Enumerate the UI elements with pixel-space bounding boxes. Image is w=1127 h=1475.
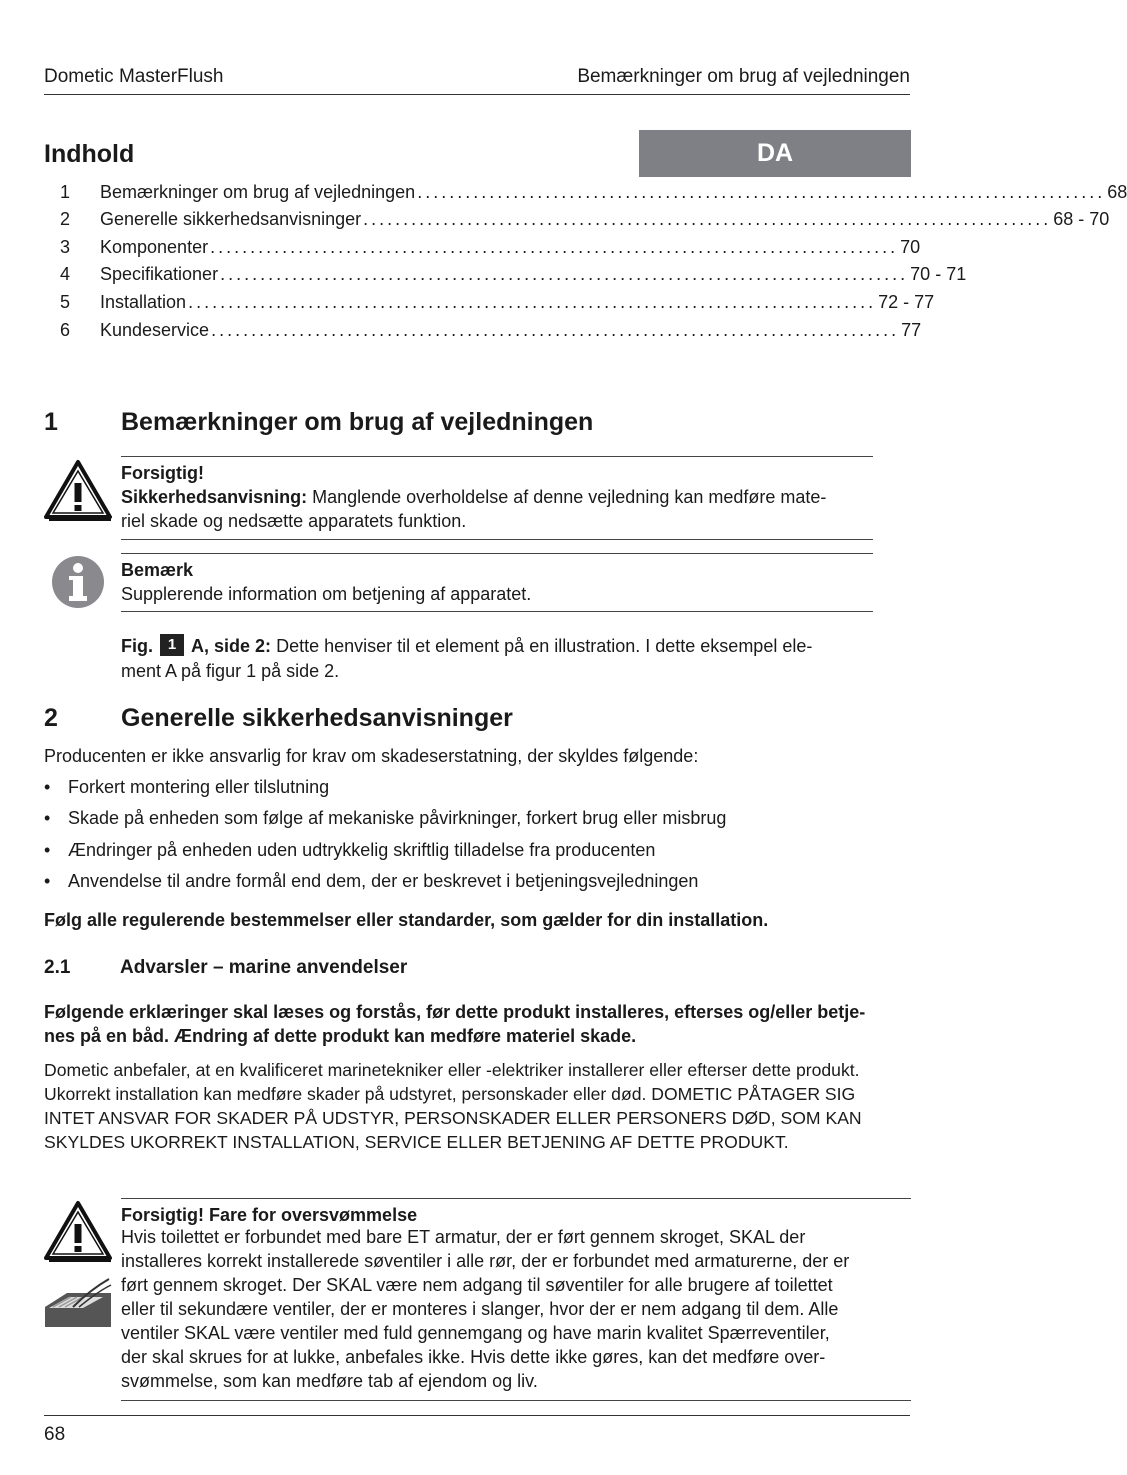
toc-item-number: 2 xyxy=(60,209,71,229)
section-2-1-para-line: Ukorrekt installation kan medføre skader på udstyret, personskader eller død. DOMETIC PÅTAGER SIG xyxy=(44,1084,856,1104)
flood-bottom-rule xyxy=(121,1400,911,1401)
toc-item-page: 70 - 71 xyxy=(910,264,967,284)
toc-item-page: 68 xyxy=(1107,182,1127,202)
section-2-heading xyxy=(44,704,904,736)
toc-item-label: Installation xyxy=(100,292,187,312)
section-2-intro: Producenten er ikke ansvarlig for krav om skadeserstatning, der skyldes følgende: xyxy=(44,746,699,766)
language-badge: DA xyxy=(639,130,911,177)
toc-item-page: 77 xyxy=(901,320,922,340)
section-2-note: Følg alle regulerende bestemmelser eller standarder, som gælder for din installation. xyxy=(44,910,769,930)
flood-text-line: der skal skrues for at lukke, anbefales ikke. Hvis dette ikke gøres, kan det medføre over- xyxy=(121,1347,826,1367)
caution-bottom-rule xyxy=(121,539,873,540)
header-product-name: Dometic MasterFlush xyxy=(44,66,224,87)
flood-text-line: eller til sekundære ventiler, der er monteres i slanger, hvor der er nem adgang til dem. Alle xyxy=(121,1299,839,1319)
caution-top-rule xyxy=(121,456,873,457)
info-icon xyxy=(51,555,105,609)
toc-item-label: Bemærkninger om brug af vejledningen xyxy=(100,182,416,202)
section-title: Generelle sikkerhedsanvisninger xyxy=(121,704,513,732)
toc-item-number: 5 xyxy=(60,292,71,312)
fig-text: Dette henviser til et element på en illustration. I dette eksempel ele- xyxy=(271,636,813,656)
warning-triangle-icon xyxy=(43,459,113,521)
note-text: Supplerende information om betjening af apparatet. xyxy=(121,584,532,604)
section-title: Bemærkninger om brug af vejledningen xyxy=(121,408,594,436)
flood-title: Forsigtig! Fare for oversvømmelse xyxy=(121,1205,418,1225)
toc-item-number: 3 xyxy=(60,237,71,257)
fig-prefix: Fig. xyxy=(121,636,153,656)
section-2-1-para-line: Dometic anbefaler, at en kvalificeret marinetekniker eller -elektriker installerer eller efterser dette produkt. xyxy=(44,1060,860,1080)
section-number: 1 xyxy=(44,408,58,436)
toc-item-label: Generelle sikkerhedsanvisninger xyxy=(100,209,362,229)
warning-triangle-icon xyxy=(43,1200,113,1262)
section-2-1-heading xyxy=(44,957,904,983)
toc-item[interactable] xyxy=(60,320,922,344)
fig-label: A, side 2: xyxy=(191,636,272,656)
flood-top-rule xyxy=(121,1198,911,1199)
toc-leader-dots: ...................................................................................... xyxy=(417,182,1106,202)
page-number: 68 xyxy=(44,1424,66,1445)
section-number: 2 xyxy=(44,704,58,732)
section-1-heading xyxy=(44,408,904,440)
toc-item-label: Kundeservice xyxy=(100,320,210,340)
section-2-1-bold-line1: Følgende erklæringer skal læses og forstås, før dette produkt installeres, efterses og/eller betje- xyxy=(44,1002,866,1022)
toc-leader-dots: ...................................................................................... xyxy=(220,264,909,284)
toc-item-page: 68 - 70 xyxy=(1053,209,1110,229)
toc-item[interactable] xyxy=(60,209,1110,233)
header-section-title: Bemærkninger om brug af vejledningen xyxy=(577,66,910,87)
toc-leader-dots: ...................................................................................... xyxy=(188,292,877,312)
footer-rule xyxy=(44,1415,910,1416)
caution-text-line2: riel skade og nedsætte apparatets funktion. xyxy=(121,511,467,531)
toc-item-page: 70 xyxy=(900,237,921,257)
toc-item-page: 72 - 77 xyxy=(878,292,935,312)
caution-text-line1 xyxy=(121,485,826,509)
toc-leader-dots: ...................................................................................... xyxy=(363,209,1052,229)
toc-item[interactable] xyxy=(60,292,935,316)
flood-hazard-icon xyxy=(43,1277,113,1329)
section-2-1-para-line: SKYLDES UKORREKT INSTALLATION, SERVICE ELLER BETJENING AF DETTE PRODUKT. xyxy=(44,1132,789,1152)
flood-text-line: ført gennem skroget. Der SKAL være nem adgang til søventiler for alle brugere af toilettet xyxy=(121,1275,833,1295)
section-number: 2.1 xyxy=(44,957,71,978)
flood-text-line: svømmelse, som kan medføre tab af ejendom og liv. xyxy=(121,1371,538,1391)
toc-title: Indhold xyxy=(44,140,135,168)
toc-item-number: 6 xyxy=(60,320,71,340)
fig-reference-line1 xyxy=(121,634,812,658)
caution-title: Forsigtig! xyxy=(121,463,204,483)
fig-number-badge: 1 xyxy=(160,634,184,656)
toc-item-label: Komponenter xyxy=(100,237,209,257)
toc-leader-dots: ...................................................................................... xyxy=(211,320,900,340)
toc-item[interactable] xyxy=(60,182,1127,206)
toc-item[interactable] xyxy=(60,264,967,288)
note-bottom-rule xyxy=(121,611,873,612)
section-2-1-para-line: INTET ANSVAR FOR SKADER PÅ UDSTYR, PERSONSKADER ELLER PERSONERS DØD, SOM KAN xyxy=(44,1108,862,1128)
toc-item-number: 1 xyxy=(60,182,71,202)
caution-text: Manglende overholdelse af denne vejledning kan medføre mate- xyxy=(307,487,827,507)
flood-text-line: ventiler SKAL være ventiler med fuld gennemgang og have marin kvalitet Spærreventiler, xyxy=(121,1323,830,1343)
toc-item[interactable] xyxy=(60,237,921,261)
flood-text-line: installeres korrekt installerede søventiler i alle rør, der er forbundet med armaturerne, der er xyxy=(121,1251,850,1271)
toc-leader-dots: ...................................................................................... xyxy=(210,237,899,257)
header-rule xyxy=(44,94,910,95)
fig-reference-line2: ment A på figur 1 på side 2. xyxy=(121,661,340,681)
section-2-1-bold-line2: nes på en båd. Ændring af dette produkt kan medføre materiel skade. xyxy=(44,1026,637,1046)
section-title: Advarsler – marine anvendelser xyxy=(120,957,408,978)
caution-label: Sikkerhedsanvisning: xyxy=(121,487,308,507)
toc-item-label: Specifikationer xyxy=(100,264,219,284)
toc-item-number: 4 xyxy=(60,264,71,284)
flood-text-line: Hvis toilettet er forbundet med bare ET armatur, der er ført gennem skroget, SKAL der xyxy=(121,1227,806,1247)
note-title: Bemærk xyxy=(121,560,194,580)
note-top-rule xyxy=(121,553,873,554)
